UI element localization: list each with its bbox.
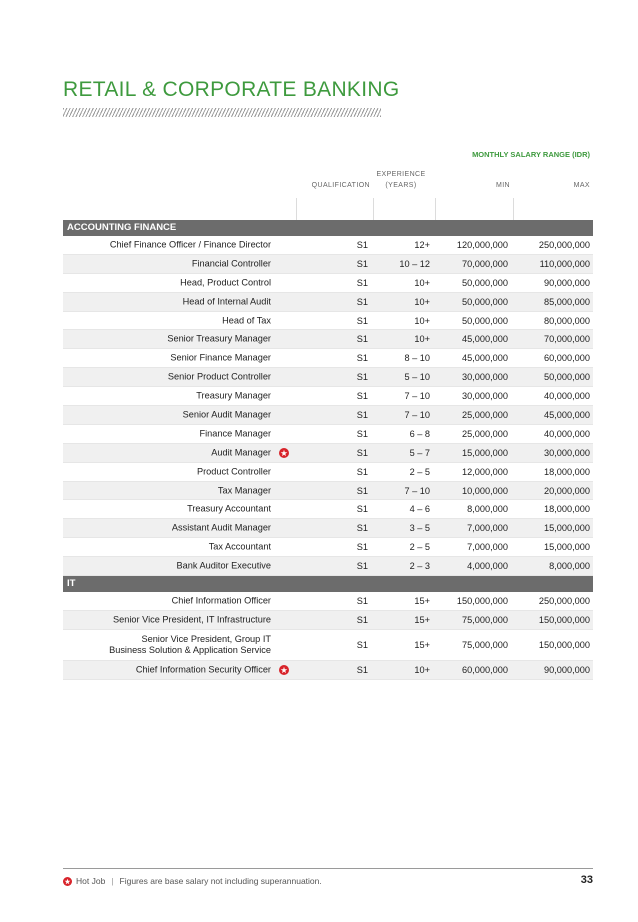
- salary-table: [63, 220, 593, 680]
- max-salary-cell: 40,000,000: [544, 428, 590, 439]
- max-salary-cell: 80,000,000: [544, 315, 590, 326]
- qualification-cell: S1: [356, 664, 368, 675]
- table-row: [63, 236, 593, 255]
- table-row: [63, 274, 593, 293]
- job-title: Finance Manager: [199, 428, 271, 439]
- salary-range-heading: MONTHLY SALARY RANGE (IDR): [472, 150, 590, 159]
- max-salary-cell: 85,000,000: [544, 296, 590, 307]
- qualification-cell: S1: [356, 391, 368, 402]
- job-title: Tax Manager: [217, 485, 271, 496]
- min-salary-cell: 45,000,000: [462, 353, 508, 364]
- qualification-cell: S1: [356, 277, 368, 288]
- qualification-cell: S1: [356, 409, 368, 420]
- hot-job-icon: [279, 665, 289, 675]
- table-row: [63, 611, 593, 630]
- max-salary-cell: 20,000,000: [544, 485, 590, 496]
- experience-cell: 15+: [414, 614, 430, 625]
- qualification-cell: S1: [356, 561, 368, 572]
- qualification-cell: S1: [356, 614, 368, 625]
- job-title: Head of Internal Audit: [182, 296, 271, 307]
- experience-cell: 7 – 10: [404, 409, 430, 420]
- job-title-line: Senior Vice President, Group IT: [141, 633, 271, 644]
- qualification-cell: S1: [356, 466, 368, 477]
- min-salary-cell: 12,000,000: [462, 466, 508, 477]
- max-salary-cell: 250,000,000: [538, 595, 590, 606]
- min-salary-cell: 70,000,000: [462, 258, 508, 269]
- experience-cell: 3 – 5: [409, 523, 430, 534]
- column-divider: [435, 198, 436, 220]
- max-salary-cell: 60,000,000: [544, 353, 590, 364]
- table-row: [63, 463, 593, 482]
- job-title: Senior Finance Manager: [170, 352, 271, 363]
- table-row: [63, 425, 593, 444]
- table-row: [63, 255, 593, 274]
- min-salary-cell: 8,000,000: [467, 504, 508, 515]
- job-title-line: Business Solution & Application Service: [109, 644, 271, 655]
- job-title: [109, 634, 271, 656]
- table-row: [63, 330, 593, 349]
- qualification-cell: S1: [356, 296, 368, 307]
- job-title: Treasury Manager: [196, 390, 271, 401]
- page-title: RETAIL & CORPORATE BANKING: [63, 78, 400, 101]
- job-title: Head, Product Control: [180, 277, 271, 288]
- min-salary-cell: 50,000,000: [462, 296, 508, 307]
- experience-cell: 2 – 5: [409, 466, 430, 477]
- max-salary-cell: 70,000,000: [544, 334, 590, 345]
- qualification-cell: S1: [356, 239, 368, 250]
- max-salary-cell: 90,000,000: [544, 277, 590, 288]
- min-salary-cell: 60,000,000: [462, 664, 508, 675]
- table-row: [63, 406, 593, 425]
- qualification-cell: S1: [356, 428, 368, 439]
- job-title: Chief Finance Officer / Finance Director: [109, 239, 271, 250]
- table-row: [63, 444, 593, 463]
- experience-cell: 10 – 12: [399, 258, 430, 269]
- min-salary-cell: 7,000,000: [467, 542, 508, 553]
- min-salary-cell: 75,000,000: [462, 639, 508, 650]
- footer-divider: [63, 868, 593, 869]
- experience-cell: 10+: [414, 277, 430, 288]
- table-row: [63, 592, 593, 611]
- experience-cell: 7 – 10: [404, 391, 430, 402]
- qualification-cell: S1: [356, 372, 368, 383]
- column-header-qualification: QUALIFICATION: [311, 182, 370, 189]
- experience-cell: 6 – 8: [409, 428, 430, 439]
- min-salary-cell: 150,000,000: [456, 595, 508, 606]
- experience-cell: 10+: [414, 296, 430, 307]
- table-row: [63, 538, 593, 557]
- footer: [63, 876, 322, 886]
- min-salary-cell: 25,000,000: [462, 428, 508, 439]
- experience-cell: 5 – 10: [404, 372, 430, 383]
- job-title: Product Controller: [196, 466, 271, 477]
- table-row: [63, 557, 593, 576]
- qualification-cell: S1: [356, 504, 368, 515]
- page-number: 33: [580, 874, 593, 886]
- qualification-cell: S1: [356, 523, 368, 534]
- table-row: [63, 630, 593, 661]
- max-salary-cell: 45,000,000: [544, 409, 590, 420]
- max-salary-cell: 250,000,000: [538, 239, 590, 250]
- job-title: Treasury Accountant: [187, 503, 271, 514]
- job-title: Senior Treasury Manager: [167, 333, 271, 344]
- max-salary-cell: 150,000,000: [538, 614, 590, 625]
- min-salary-cell: 10,000,000: [462, 485, 508, 496]
- hot-job-label: Hot Job: [76, 876, 106, 886]
- min-salary-cell: 50,000,000: [462, 315, 508, 326]
- job-title: Chief Information Security Officer: [135, 664, 271, 675]
- job-title: Chief Information Officer: [171, 595, 271, 606]
- column-header-min: MIN: [495, 182, 510, 189]
- qualification-cell: S1: [356, 258, 368, 269]
- min-salary-cell: 30,000,000: [462, 372, 508, 383]
- column-divider: [513, 198, 514, 220]
- experience-cell: 10+: [414, 315, 430, 326]
- min-salary-cell: 4,000,000: [467, 561, 508, 572]
- job-title: Senior Audit Manager: [182, 409, 271, 420]
- column-header-max: MAX: [573, 182, 590, 189]
- max-salary-cell: 50,000,000: [544, 372, 590, 383]
- min-salary-cell: 25,000,000: [462, 409, 508, 420]
- section-header: ACCOUNTING FINANCE: [63, 220, 593, 236]
- experience-header-line1: EXPERIENCE: [376, 171, 426, 178]
- experience-cell: 5 – 7: [409, 447, 430, 458]
- max-salary-cell: 40,000,000: [544, 391, 590, 402]
- min-salary-cell: 75,000,000: [462, 614, 508, 625]
- min-salary-cell: 45,000,000: [462, 334, 508, 345]
- table-row: [63, 387, 593, 406]
- max-salary-cell: 15,000,000: [544, 542, 590, 553]
- job-title: Audit Manager: [211, 447, 271, 458]
- column-divider: [373, 198, 374, 220]
- experience-cell: 12+: [414, 239, 430, 250]
- experience-cell: 4 – 6: [409, 504, 430, 515]
- min-salary-cell: 50,000,000: [462, 277, 508, 288]
- max-salary-cell: 110,000,000: [539, 258, 590, 269]
- max-salary-cell: 90,000,000: [544, 664, 590, 675]
- qualification-cell: S1: [356, 447, 368, 458]
- experience-cell: 7 – 10: [404, 485, 430, 496]
- footer-note: Figures are base salary not including superannuation.: [119, 876, 322, 886]
- table-row: [63, 312, 593, 331]
- hot-job-icon: [63, 877, 72, 886]
- qualification-cell: S1: [356, 639, 368, 650]
- qualification-cell: S1: [356, 334, 368, 345]
- section-header: IT: [63, 576, 593, 592]
- hot-job-icon: [279, 448, 289, 458]
- table-row: [63, 519, 593, 538]
- table-row: [63, 661, 593, 680]
- experience-cell: 15+: [414, 595, 430, 606]
- qualification-cell: S1: [356, 315, 368, 326]
- min-salary-cell: 7,000,000: [467, 523, 508, 534]
- qualification-cell: S1: [356, 353, 368, 364]
- max-salary-cell: 15,000,000: [544, 523, 590, 534]
- table-row: [63, 500, 593, 519]
- table-row: [63, 349, 593, 368]
- max-salary-cell: 18,000,000: [544, 466, 590, 477]
- title-hatch-divider: [63, 108, 381, 117]
- table-row: [63, 482, 593, 501]
- experience-header-line2: (YEARS): [385, 182, 417, 189]
- min-salary-cell: 120,000,000: [456, 239, 508, 250]
- job-title: Financial Controller: [191, 258, 271, 269]
- max-salary-cell: 30,000,000: [544, 447, 590, 458]
- job-title: Bank Auditor Executive: [176, 560, 271, 571]
- qualification-cell: S1: [356, 542, 368, 553]
- column-header-experience: [372, 169, 430, 191]
- qualification-cell: S1: [356, 595, 368, 606]
- experience-cell: 2 – 5: [409, 542, 430, 553]
- experience-cell: 8 – 10: [404, 353, 430, 364]
- job-title: Senior Product Controller: [167, 371, 271, 382]
- experience-cell: 15+: [414, 639, 430, 650]
- job-title: Senior Vice President, IT Infrastructure: [113, 614, 271, 625]
- job-title: Assistant Audit Manager: [171, 522, 271, 533]
- experience-cell: 10+: [414, 664, 430, 675]
- experience-cell: 10+: [414, 334, 430, 345]
- max-salary-cell: 150,000,000: [538, 639, 590, 650]
- qualification-cell: S1: [356, 485, 368, 496]
- max-salary-cell: 8,000,000: [549, 561, 590, 572]
- table-row: [63, 368, 593, 387]
- min-salary-cell: 15,000,000: [462, 447, 508, 458]
- job-title: Tax Accountant: [208, 541, 271, 552]
- min-salary-cell: 30,000,000: [462, 391, 508, 402]
- column-divider: [296, 198, 297, 220]
- max-salary-cell: 18,000,000: [544, 504, 590, 515]
- job-title: Head of Tax: [222, 315, 271, 325]
- table-row: [63, 293, 593, 312]
- experience-cell: 2 – 3: [409, 561, 430, 572]
- footer-separator: |: [111, 876, 114, 886]
